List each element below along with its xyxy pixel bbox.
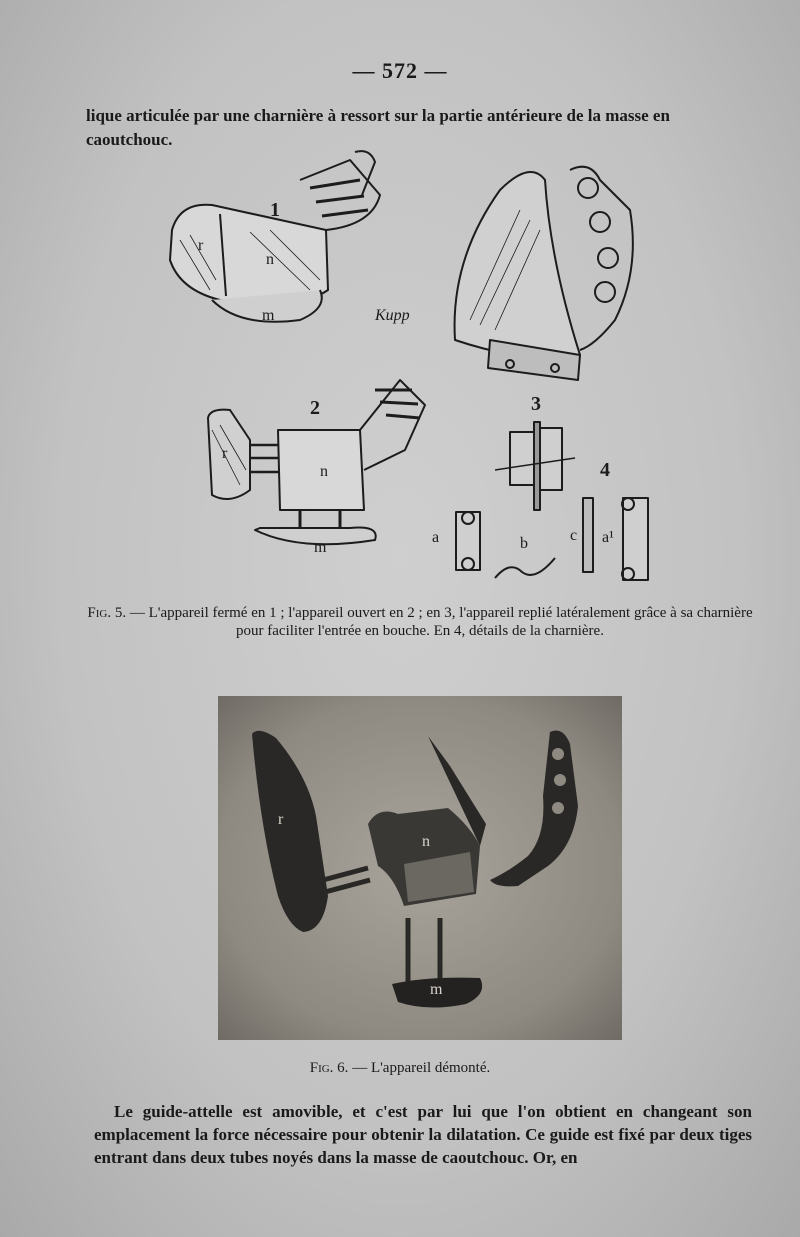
- figure-5-drawing: [150, 140, 670, 595]
- figure-5-label-b: b: [520, 535, 528, 552]
- figure-5-label-3: 3: [531, 393, 541, 415]
- figure-5-caption-body: — L'appareil fermé en 1 ; l'appareil ouvert en 2 ; en 3, l'appareil replié latéralement grâce à sa charnière pour faciliter l'entrée en bouche. En 4, détails de la charnière.: [129, 605, 753, 639]
- photo-part-n: [368, 736, 486, 906]
- figure-5-caption-prefix: Fig. 5.: [87, 605, 127, 621]
- figure-5-label-m1: m: [262, 307, 275, 324]
- figure-5-label-a1: a¹: [602, 529, 614, 546]
- figure-5-label-4: 4: [600, 459, 610, 481]
- hinge-parts-drawing: [456, 498, 648, 580]
- figure-5-label-n2: n: [320, 463, 328, 480]
- figure-5-label-1: 1: [270, 199, 280, 221]
- figure-5-label-2: 2: [310, 397, 320, 419]
- figure-6-caption: [0, 1060, 800, 1077]
- figure-5-label-a: a: [432, 529, 440, 546]
- figure-6-label-r: r: [278, 811, 284, 828]
- figure-6-drawing: [218, 696, 622, 1040]
- figure-5-illustration: [150, 140, 670, 595]
- top-paragraph: lique articulée par une charnière à ressort sur la partie antérieure de la masse en caoutchouc.: [86, 106, 670, 149]
- figure-6-caption-body: — L'appareil démonté.: [352, 1060, 491, 1076]
- bottom-paragraph: [94, 1100, 752, 1169]
- figure-6-photograph: [218, 696, 622, 1040]
- figure-6-label-m: m: [430, 981, 443, 998]
- appliance-folded-drawing: [455, 167, 633, 380]
- bottom-paragraph-text: Le guide-attelle est amovible, et c'est par lui que l'on obtient en changeant son emplacement la force nécessaire pour obtenir la dilatation. Ce guide est fixé par deux tiges entrant dans deux tubes noyés dans la masse de caoutchouc. Or, en: [94, 1102, 752, 1167]
- figure-6-caption-prefix: Fig. 6.: [309, 1060, 349, 1076]
- photo-part-r: [252, 731, 370, 932]
- page-number: — 572 —: [352, 58, 448, 83]
- figure-5-label-c: c: [570, 527, 578, 544]
- figure-5-label-m2: m: [314, 539, 327, 556]
- hinge-assembly-drawing: [495, 422, 575, 510]
- figure-5-label-r1: r: [198, 237, 204, 254]
- figure-5-label-n1: n: [266, 251, 274, 268]
- figure-5-label-r2: r: [222, 445, 228, 462]
- photo-part-guide: [490, 731, 578, 887]
- figure-6-label-n: n: [422, 833, 430, 850]
- figure-5-caption: [80, 604, 760, 640]
- figure-5-signature: Kupp: [375, 307, 410, 324]
